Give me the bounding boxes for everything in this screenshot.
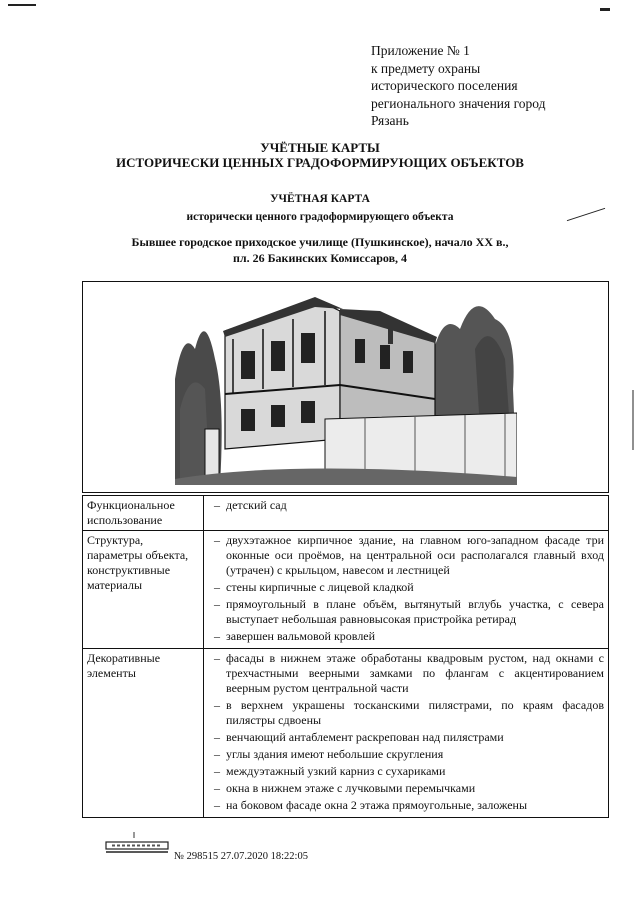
list-item: – венчающий антаблемент раскрепован над пилястрами xyxy=(214,730,504,744)
label-line: материалы xyxy=(87,578,143,592)
table-row xyxy=(83,496,609,531)
card-subtitle-line: исторически ценного градоформирующего объекта xyxy=(186,211,454,223)
list-item: – стены кирпичные с лицевой кладкой xyxy=(214,580,414,594)
object-name xyxy=(80,234,560,266)
object-address-line: пл. 26 Бакинских Комиссаров, 4 xyxy=(232,251,408,265)
row-content xyxy=(204,649,609,818)
scan-mark xyxy=(632,390,634,450)
appendix-line: исторического поселения xyxy=(371,78,518,93)
building-photo xyxy=(175,289,517,485)
label-line: Декоративные xyxy=(87,651,161,665)
appendix-line: регионального значения город xyxy=(371,95,546,111)
row-content xyxy=(204,496,609,531)
list-item: – на боковом фасаде окна 2 этажа прямоугольные, заложены xyxy=(214,798,528,812)
table-row xyxy=(83,649,609,818)
title-line: УЧЁТНЫЕ КАРТЫ xyxy=(260,140,380,155)
card-title xyxy=(80,192,560,224)
label-line: конструктивные xyxy=(87,563,171,577)
row-label xyxy=(83,531,204,649)
list-item: – фасады в нижнем этаже обработаны квадровым рустом, над окнами с трехчастными веерными замками по флангам с акцентированием веерным рустом центральной части xyxy=(214,651,604,695)
scan-mark xyxy=(8,4,36,6)
appendix-line: Приложение № 1 xyxy=(371,43,470,58)
label-line: использование xyxy=(87,513,163,527)
appendix-line: к предмету охраны xyxy=(371,60,481,76)
row-label xyxy=(83,496,204,531)
scan-mark xyxy=(567,208,605,221)
photo-frame xyxy=(82,281,609,493)
list-item: – детский сад xyxy=(214,498,287,512)
object-card-table xyxy=(82,495,609,818)
table-row xyxy=(83,531,609,649)
document-title xyxy=(80,140,560,170)
label-line: параметры объекта, xyxy=(87,548,189,562)
row-content xyxy=(204,531,609,649)
label-line: Функциональное xyxy=(87,498,175,512)
label-line: Структура, xyxy=(87,533,144,547)
object-name-line: Бывшее городское приходское училище (Пушкинское), начало XX в., xyxy=(131,235,509,249)
label-line: элементы xyxy=(87,666,136,680)
registration-footer: № 298515 27.07.2020 18:22:05 xyxy=(174,851,308,862)
list-item: – завершен вальмовой кровлей xyxy=(214,629,376,643)
list-item: – окна в нижнем этаже с лучковыми перемычками xyxy=(214,781,476,795)
list-item: – междуэтажный узкий карниз с сухариками xyxy=(214,764,446,778)
list-item: – прямоугольный в плане объём, вытянутый вглубь участка, с севера выступает небольшая равновысокая пристройка ретирад xyxy=(214,597,604,626)
appendix-block xyxy=(371,42,621,130)
list-item: – в верхнем украшены тосканскими пилястрами, по краям фасадов пилястры сдвоены xyxy=(214,698,604,727)
registry-stamp-icon xyxy=(104,832,170,856)
appendix-line: Рязань xyxy=(371,113,409,128)
list-item: – углы здания имеют небольшие скругления xyxy=(214,747,444,761)
title-line: ИСТОРИЧЕСКИ ЦЕННЫХ ГРАДОФОРМИРУЮЩИХ ОБЪЕКТОВ xyxy=(116,155,524,170)
row-label xyxy=(83,649,204,818)
scan-mark xyxy=(600,8,610,11)
card-title-line: УЧЁТНАЯ КАРТА xyxy=(270,193,370,205)
list-item: – двухэтажное кирпичное здание, на главном юго-западном фасаде три оконные оси проёмов, на центральной оси располагался главный вход (утрачен) с крыльцом, навесом и лестницей xyxy=(214,533,604,577)
